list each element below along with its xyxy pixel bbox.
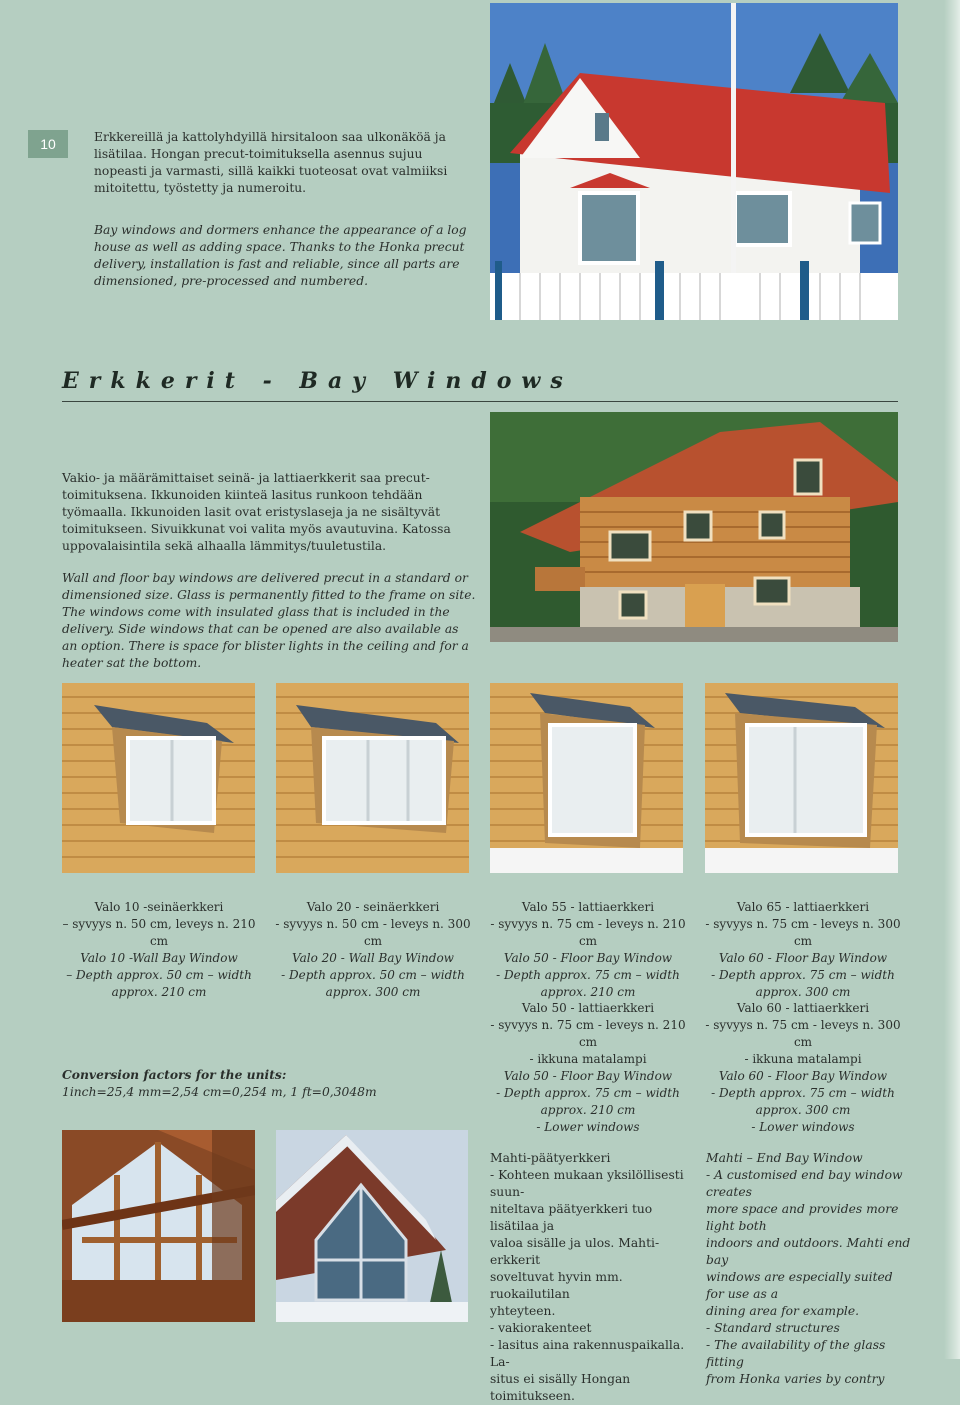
mahti-fi-line: situs ei sisälly Hongan toimitukseen. <box>490 1372 631 1403</box>
mahti-fi-line: - vakiorakenteet <box>490 1321 592 1335</box>
mahti-en-line: indoors and outdoors. Mahti end bay <box>706 1236 911 1267</box>
model-en-line: - Lower windows <box>751 1120 855 1134</box>
mahti-en-line: - The availability of the glass fitting <box>706 1338 886 1369</box>
model-en-line: Valo 60 - Floor Bay Window <box>718 1069 888 1083</box>
mahti-finnish <box>490 1150 695 1405</box>
mahti-fi-line: soveltuvat hyvin mm. ruokailutilan <box>490 1270 623 1301</box>
model-fi-dims: - syvyys n. 75 cm - leveys n. 210 cm <box>490 1018 686 1049</box>
title-divider <box>62 401 898 402</box>
white-house-photo <box>490 3 898 320</box>
log-house-photo <box>490 412 898 642</box>
model-caption-valo-20 <box>268 899 478 1001</box>
mahti-en-line: more space and provides more light both <box>706 1202 899 1233</box>
model-en-line: - Depth approx. 50 cm – width <box>281 968 465 982</box>
mahti-en-line: windows are especially suited for use as a <box>706 1270 893 1301</box>
model-fi-dims: - syvyys n. 75 cm - leveys n. 300 cm <box>705 1018 901 1049</box>
model-en-line: approx. 300 cm <box>755 1103 851 1117</box>
model-en-line: approx. 210 cm <box>540 985 636 999</box>
section-title: Erkkerit - Bay Windows <box>62 368 573 394</box>
valo-20-rendering <box>276 683 469 873</box>
model-fi-dims: – syvyys n. 50 cm, leveys n. 210 cm <box>62 917 256 948</box>
mahti-en-line: - A customised end bay window creates <box>706 1168 903 1199</box>
mahti-fi-line: niteltava päätyerkkeri tuo lisätilaa ja <box>490 1202 653 1233</box>
model-en-line: – Depth approx. 50 cm – width <box>66 968 252 982</box>
model-caption-valo-60 <box>698 1000 908 1136</box>
model-en-line: - Depth approx. 75 cm – width <box>496 1086 680 1100</box>
model-fi-dims: - syvyys n. 50 cm - leveys n. 300 cm <box>275 917 471 948</box>
conversion-text: 1inch=25,4 mm=2,54 cm=0,254 m, 1 ft=0,3048m <box>62 1085 377 1099</box>
intro-english: Bay windows and dormers enhance the appearance of a log house as well as adding space. Thanks to the Honka precut delivery, installation is fast and reliable, since all parts are dimensioned, pre-processed and numbered. <box>94 223 467 288</box>
model-en-line: approx. 210 cm <box>111 985 207 999</box>
model-caption-valo-55 <box>483 899 693 1001</box>
model-en-line: Valo 50 - Floor Bay Window <box>503 1069 673 1083</box>
mahti-english <box>706 1150 911 1388</box>
mahti-fi-title: Mahti-päätyerkkeri <box>490 1151 611 1165</box>
model-caption-valo-50 <box>483 1000 693 1136</box>
model-en-line: approx. 210 cm <box>540 1103 636 1117</box>
model-fi-extra: - ikkuna matalampi <box>744 1052 862 1066</box>
model-en-line: Valo 10 -Wall Bay Window <box>80 951 238 965</box>
model-en-line: Valo 60 - Floor Bay Window <box>718 951 888 965</box>
valo-55-rendering <box>490 683 683 873</box>
page-number: 10 <box>28 130 68 158</box>
mahti-exterior-photo <box>276 1130 468 1322</box>
mahti-fi-line: yhteyteen. <box>490 1304 556 1318</box>
model-fi-title: Valo 10 -seinäerkkeri <box>94 900 224 914</box>
model-en-line: - Depth approx. 75 cm – width <box>496 968 680 982</box>
model-en-line: - Depth approx. 75 cm – width <box>711 1086 895 1100</box>
interior-photo <box>62 1130 255 1322</box>
model-en-line: Valo 20 - Wall Bay Window <box>292 951 454 965</box>
mahti-en-line: from Honka varies by contry <box>706 1372 885 1386</box>
model-fi-title: Valo 65 - lattiaerkkeri <box>736 900 870 914</box>
mahti-en-title: Mahti – End Bay Window <box>706 1151 863 1165</box>
mahti-en-line: dining area for example. <box>706 1304 860 1318</box>
model-en-line: Valo 50 - Floor Bay Window <box>503 951 673 965</box>
model-fi-title: Valo 55 - lattiaerkkeri <box>521 900 655 914</box>
model-fi-extra: - ikkuna matalampi <box>529 1052 647 1066</box>
intro-finnish: Erkkereillä ja kattolyhdyillä hirsitaloon saa ulkonäköä ja lisätilaa. Hongan precut-toimituksella asennus sujuu nopeasti ja varmasti, sillä kaikki tuoteosat ovat valmiiksi mitoitettu, työstetty ja numeroitu. <box>94 130 448 195</box>
model-en-line: approx. 300 cm <box>325 985 421 999</box>
model-en-line: - Lower windows <box>536 1120 640 1134</box>
model-fi-title: Valo 20 - seinäerkkeri <box>306 900 440 914</box>
mahti-en-line: - Standard structures <box>706 1321 840 1335</box>
section-finnish: Vakio- ja määrämittaiset seinä- ja lattiaerkkerit saa precut-toimituksena. Ikkunoiden kiinteä lasitus runkoon tehdään työmaalla. Ikkunoiden lasit ovat eristyslaseja ja ne sisältyvät toimitukseen. Sivuikkunat voi valita myös avautuvina. Katossa uppovalaisintila sekä alhaalla lämmitys/tuuletustila. <box>62 471 451 553</box>
mahti-fi-line: - Kohteen mukaan yksilöllisesti suun- <box>490 1168 684 1199</box>
model-caption-valo-65 <box>698 899 908 1001</box>
model-caption-valo-10 <box>55 899 263 1001</box>
model-fi-dims: - syvyys n. 75 cm - leveys n. 210 cm <box>490 917 686 948</box>
valo-65-rendering <box>705 683 898 873</box>
model-en-line: approx. 300 cm <box>755 985 851 999</box>
section-english: Wall and floor bay windows are delivered precut in a standard or dimensioned size. Glass is permanently fitted to the frame on site. The windows come with insulated glass that is included in the delivery. Side windows that can be opened are also available as an option. There is space for blister lights in the ceiling and for a heater sat the bottom. <box>62 571 476 670</box>
right-edge-band <box>944 0 960 1359</box>
model-fi-dims: - syvyys n. 75 cm - leveys n. 300 cm <box>705 917 901 948</box>
model-fi-title: Valo 50 - lattiaerkkeri <box>521 1001 655 1015</box>
conversion-title: Conversion factors for the units: <box>62 1067 287 1082</box>
valo-10-rendering <box>62 683 255 873</box>
mahti-fi-line: valoa sisälle ja ulos. Mahti-erkkerit <box>490 1236 660 1267</box>
model-en-line: - Depth approx. 75 cm – width <box>711 968 895 982</box>
model-fi-title: Valo 60 - lattiaerkkeri <box>736 1001 870 1015</box>
mahti-fi-line: - lasitus aina rakennuspaikalla. La- <box>490 1338 685 1369</box>
